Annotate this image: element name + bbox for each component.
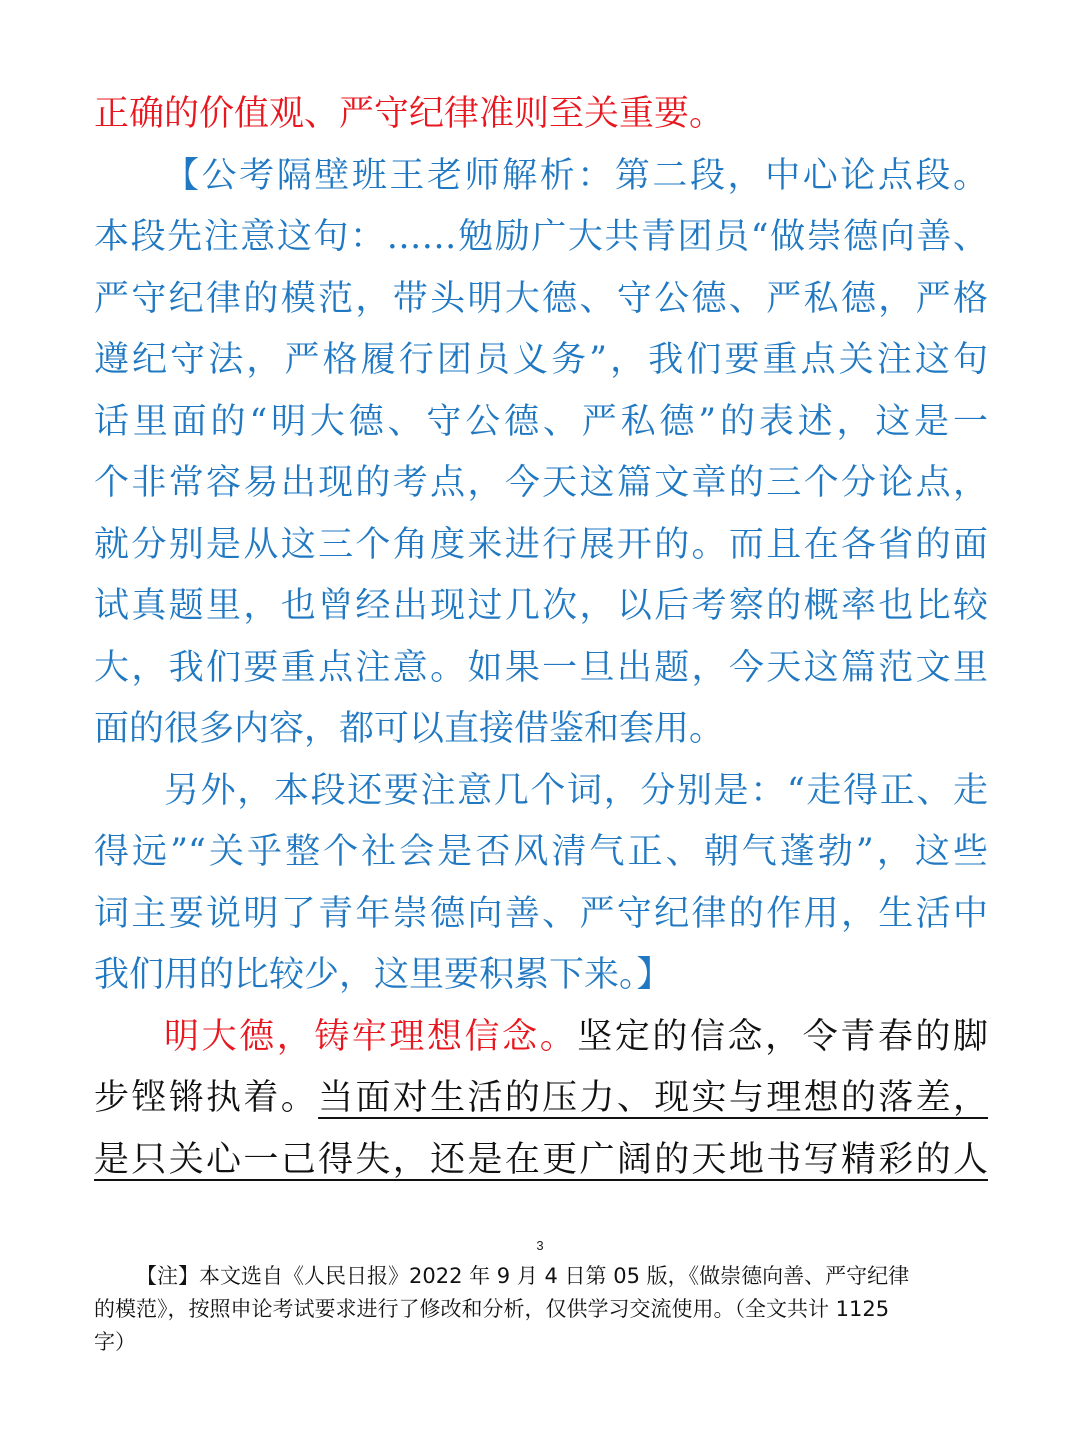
body-text: 步铿锵执着。 (94, 1078, 319, 1118)
footnote (94, 1260, 988, 1359)
footnote-line: 字） (94, 1330, 136, 1354)
analysis-line: 话里面的“明大德、守公德、严私德”的表述，这是一 (94, 401, 988, 442)
analysis-line: 个非常容易出现的考点，今天这篇文章的三个分论点， (94, 463, 988, 503)
analysis-line: 词主要说明了青年崇德向善、严守纪律的作用，生活中 (94, 893, 988, 934)
sub-point-text: 坚定的信念，令青春的脚 (577, 1016, 988, 1057)
analysis-line: 另外，本段还要注意几个词，分别是：“走得正、走 (164, 770, 988, 811)
analysis-line: 得远”“关乎整个社会是否风清气正、朝气蓬勃”，这些 (94, 832, 988, 872)
article-body (94, 84, 988, 1191)
footnote-line: 的模范》，按照申论考试要求进行了修改和分析，仅供学习交流使用。（全文共计 1125 (94, 1297, 890, 1321)
conclusion-line: 正确的价值观、严守纪律准则至关重要。 (94, 94, 725, 134)
sub-point-line (94, 1007, 988, 1069)
underlined-text: 当面对生活的压力、现实与理想的落差， (318, 1078, 988, 1118)
sub-point-heading: 明大德，铸牢理想信念。 (164, 1016, 578, 1057)
body-line (94, 1068, 988, 1130)
analysis-line: 就分别是从这三个角度来进行展开的。而且在各省的面 (94, 524, 988, 565)
analysis-line: 严守纪律的模范，带头明大德、守公德、严私德，严格 (94, 278, 988, 319)
analysis-line: 本段先注意这句：……勉励广大共青团员“做崇德向善、 (94, 217, 988, 257)
analysis-line: 试真题里，也曾经出现过几次，以后考察的概率也比较 (94, 586, 988, 626)
analysis-line: 我们用的比较少，这里要积累下来。】 (94, 955, 672, 995)
footnote-line: 【注】本文选自《人民日报》2022 年 9 月 4 日第 05 版，《做崇德向善、严守纪律 (136, 1264, 910, 1288)
analysis-line: 遵纪守法，严格履行团员义务”，我们要重点关注这句 (94, 340, 988, 380)
analysis-line: 大，我们要重点注意。如果一旦出题，今天这篇范文里 (94, 647, 988, 688)
underlined-text: 是只关心一己得失，还是在更广阔的天地书写精彩的人 (94, 1139, 988, 1180)
body-line (94, 1130, 988, 1192)
analysis-line: 【公考隔壁班王老师解析：第二段，中心论点段。 (164, 155, 988, 196)
analysis-line: 面的很多内容，都可以直接借鉴和套用。 (94, 709, 725, 749)
page-number: 3 (536, 1238, 544, 1253)
